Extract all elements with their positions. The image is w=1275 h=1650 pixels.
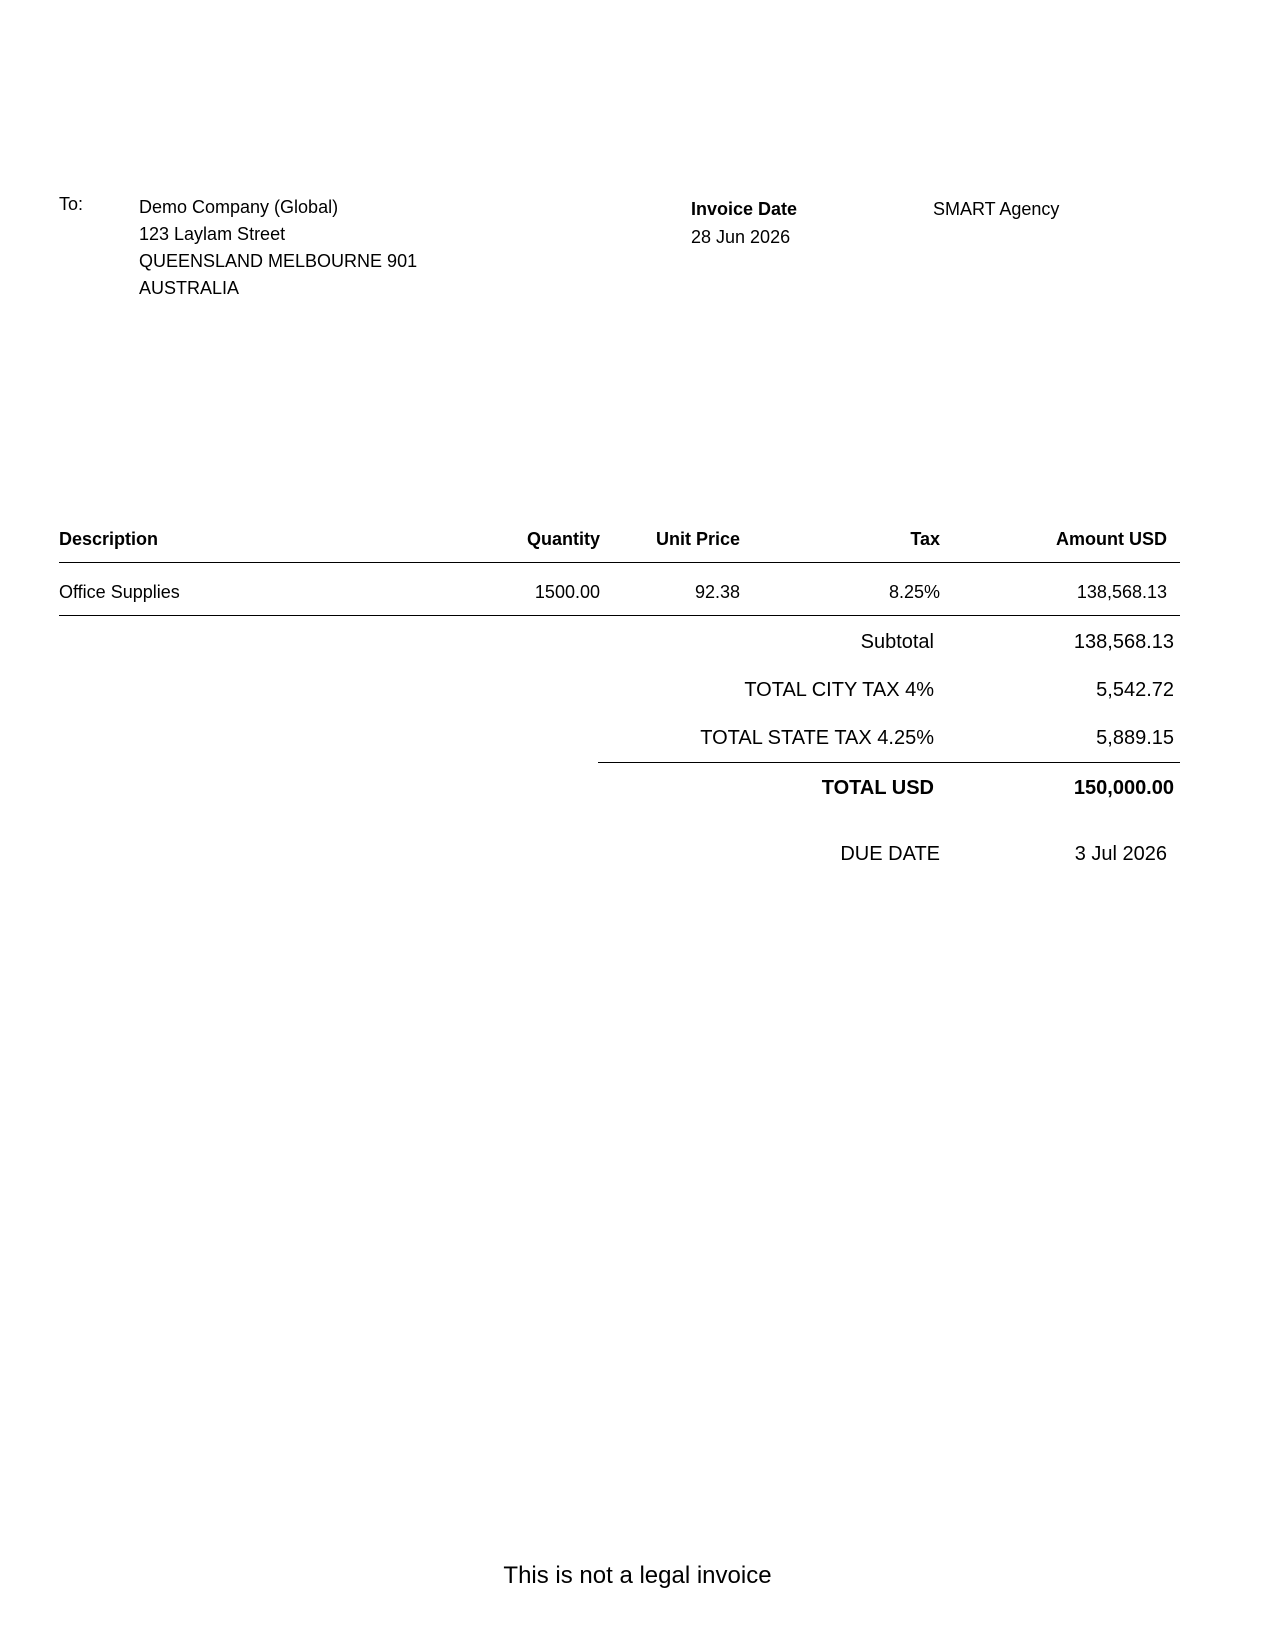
recipient-address	[139, 194, 417, 302]
header-divider	[59, 562, 1180, 563]
subtotal-value: 138,568.13	[1073, 631, 1174, 653]
to-label: To:	[59, 194, 84, 214]
city-tax-value: 5,542.72	[1096, 679, 1174, 701]
row-amount: 138,568.13	[1076, 582, 1167, 602]
recipient-street: 123 Laylam Street	[139, 224, 286, 244]
totals-divider	[598, 762, 1180, 763]
header-amount: Amount USD	[1056, 529, 1167, 549]
subtotal-label: Subtotal	[860, 631, 934, 653]
header-unit-price: Unit Price	[655, 529, 740, 549]
footer-note: This is not a legal invoice	[503, 1562, 772, 1589]
city-tax-label: TOTAL CITY TAX 4%	[744, 679, 934, 701]
header-quantity: Quantity	[526, 529, 600, 549]
invoice-date-value: 28 Jun 2026	[691, 227, 791, 247]
recipient-company: Demo Company (Global)	[139, 197, 339, 217]
total-label: TOTAL USD	[821, 777, 934, 799]
state-tax-value: 5,889.15	[1096, 727, 1174, 749]
recipient-country: AUSTRALIA	[139, 278, 240, 298]
header-tax: Tax	[910, 529, 940, 549]
recipient-city: QUEENSLAND MELBOURNE 901	[139, 251, 418, 271]
row-divider	[59, 615, 1180, 616]
due-date-value: 3 Jul 2026	[1074, 843, 1167, 865]
invoice-date-label: Invoice Date	[691, 199, 798, 219]
row-tax: 8.25%	[888, 582, 940, 602]
due-date-label: DUE DATE	[840, 843, 940, 865]
total-value: 150,000.00	[1073, 777, 1174, 799]
row-description: Office Supplies	[59, 582, 180, 602]
state-tax-label: TOTAL STATE TAX 4.25%	[700, 727, 934, 749]
row-quantity: 1500.00	[534, 582, 600, 602]
header-description: Description	[59, 529, 159, 549]
row-unit-price: 92.38	[694, 582, 740, 602]
sender-name: SMART Agency	[933, 199, 1060, 219]
